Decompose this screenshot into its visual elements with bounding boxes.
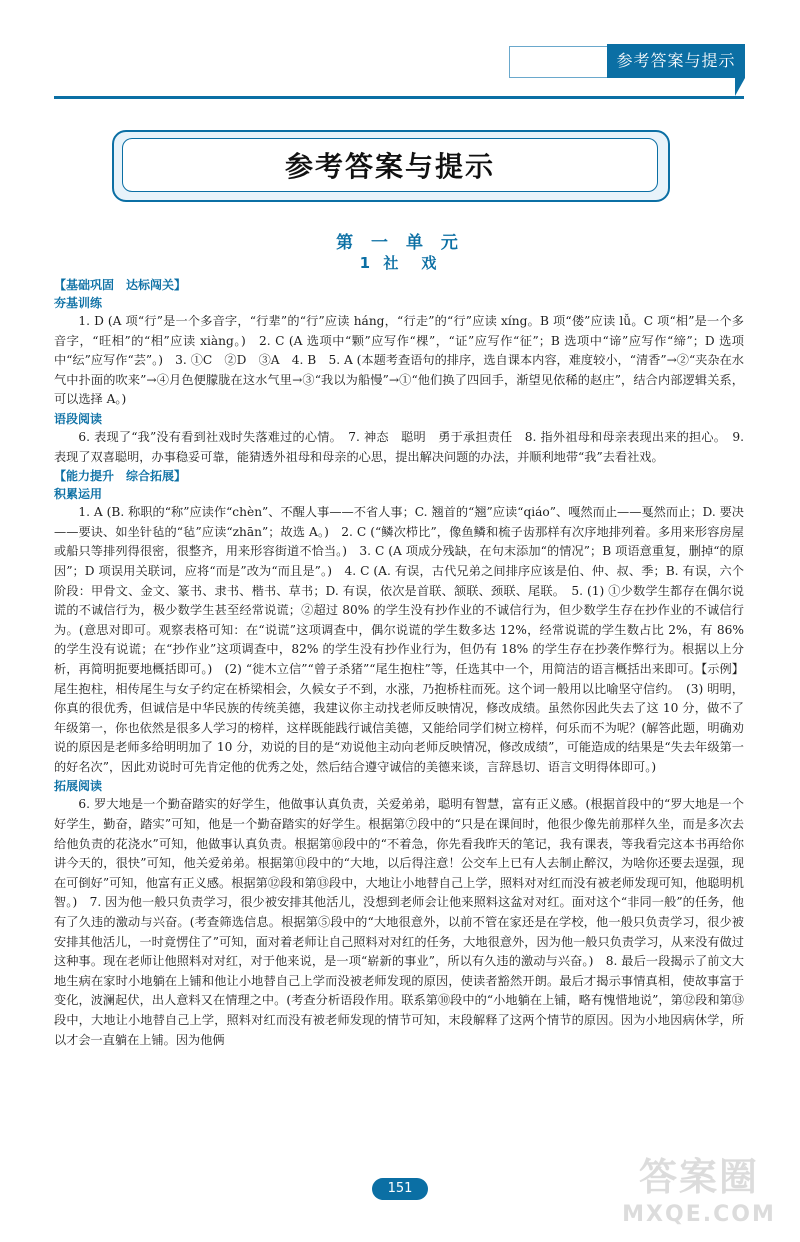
header-notch	[735, 78, 745, 96]
answer-paragraph: 1. D (A 项“行”是一个多音字，“行辈”的“行”应读 háng，“行走”的“行”应读 xíng。B 项“偻”应读 lǚ。C 项“相”是一个多音字，“旺相”的“相”应读 xiàng。) 2. C (A 选项中“颗”应写作“棵”，“证”应写作“征”；B 选项中“谛”应写作“缔”；D 选项中“纭”应写作“芸”。) 3. ①C ②D ③A 4. B 5. A (本题考查语句的排序，选自课本内容，难度较小，“清香”→②“夹杂在水气中扑面的吹来”→④月色便朦胧在这水气里→③“我以为船慢”→①“他们换了四回手，渐望见依稀的赵庄”，结合内部逻辑关系，可以选择 A。)	[54, 314, 744, 407]
subsection-training: 夯基训练	[54, 296, 103, 310]
subsection-extended-reading: 拓展阅读	[54, 779, 103, 794]
lesson-heading: 1 社 戏	[359, 254, 441, 272]
subsection-accumulation: 积累运用	[54, 487, 103, 502]
answer-paragraph: 1. A (B. 称职的“称”应读作“chèn”、不醒人事——不省人事；C. 翘首的“翘”应读“qiáo”、嘎然而止——戛然而止；D. 要决——要诀、如坐针毡的“毡”应读“zhān”；故选 A。) 2. C (“鳞次栉比”，像鱼鳞和梳子齿那样有次序地排列着。多用来形容房屋或船只等排列得很密，很整齐，用来形容街道不恰当。) 3. C (A 项成分残缺，在句末添加“的情况”；B 项语意重复，删掉“的原因”；D 项误用关联词，应将“而是”改为“而且是”。) 4. C (A. 有误，古代兄弟之间排序应该是伯、仲、叔、季；B. 有误，六个阶段：甲骨文、金文、篆书、隶书、楷书、草书；D. 有误，依次是首联、颔联、颈联、尾联。 5. (1) ①少数学生都存在偶尔说谎的不诚信行为，极少数学生甚至经常说谎；②超过 80% 的学生没有抄作业的不诚信行为，但少数学生存在抄作业的不诚信行为。(意思对即可。观察表格可知：在“说谎”这项调查中，偶尔说谎的学生数多达 12%，经常说谎的学生数占比 2%，有 86% 的学生没有说谎；在“抄作业”这项调查中，82% 的学生没有抄作业行为，但仍有 18% 的学生存在抄袭作弊行为。根据以上分析，再简明扼要地概括即可。) (2) “徙木立信”“曾子杀猪”“尾生抱柱”等，任选其中一个，用简洁的语言概括出来即可。【示例】尾生抱柱，相传尾生与女子约定在桥梁相会，久候女子不到，水涨，乃抱桥柱而死。这个词一般用以比喻坚守信约。 (3) 明明，你真的很优秀，但诚信是中华民族的传统美德，我建议你主动找老师反映情况，修改成绩。虽然你因此失去了这 10 分，做不了年级第一，你也依然是很多人学习的榜样，这样既能践行诚信美德，又能给同学们树立榜样，何乐而不为呢？(解答此题，明确劝说的原因是老师多给明明加了 10 分，劝说的目的是“劝说他主动向老师反映情况，修改成绩”，可能造成的结果是“失去年级第一的好名次”，因此劝说时可先肯定他的优秀之处，然后结合遵守诚信的美德来谈，言辞恳切、语言文明得体即可。)	[54, 505, 744, 774]
answer-content	[54, 276, 744, 1050]
watermark-logo	[610, 1152, 788, 1234]
watermark-text: 答案圈	[638, 1155, 759, 1199]
title-box	[122, 138, 658, 192]
page-title: 参考答案与提示	[284, 150, 495, 183]
header-tab: 参考答案与提示	[607, 44, 745, 78]
page-number: 151	[372, 1178, 428, 1200]
answer-paragraph: 6. 罗大地是一个勤奋踏实的好学生，他做事认真负责，关爱弟弟，聪明有智慧，富有正义感。(根据首段中的“罗大地是一个好学生，勤奋，踏实”可知，他是一个勤奋踏实的好学生。根据第⑦段中的“只是在课间时，他很少像先前那样久坐，而是多次去给他负责的花浇水”可知，他做事认真负责。根据第⑩段中的“不着急，你先看我昨天的笔记，我有课表，等我看完这本书再给你讲今天的，很快”可知，他关爱弟弟。根据第⑪段中的“大地，以后得注意！公交车上已有人去制止醉汉，为啥你还要去逞强，现在可倒好”可知，他富有正义感。根据第⑫段和第⑬段中，大地让小地替自己上学，照料对对红而没有被老师发现可知，他聪明机智。) 7. 因为他一般只负责学习，很少被安排其他活儿，没想到老师会让他来照料这盆对对红。面对这个“非同一般”的任务，他有了久违的激动与兴奋。(考查筛选信息。根据第⑤段中的“大地很意外，以前不管在家还是在学校，他一般只负责学习，很少被安排其他活儿，一时竟愣住了”可知，面对着老师让自己照料对对红的任务，大地很意外，因为他一般只负责学习，从来没有做过这种事。现在老师让他照料对对红，对于他来说，是一项“崭新的事业”，所以有久违的激动与兴奋。) 8. 最后一段揭示了前文大地生病在家时小地躺在上铺和他让小地替自己上学而没被老师发现的原因，使读者豁然开朗。最后才揭示事情真相，使故事富于变化，波澜起伏，出人意料又在情理之中。(考查分析语段作用。联系第⑩段中的“小地躺在上铺，略有愧惜地说”，第⑫段和第⑬段中，大地让小地替自己上学，照料对红而没有被老师发现的情节可知，末段解释了这两个情节的原因。因为小地因病休学，所以才会一直躺在上铺。因为他俩	[54, 797, 744, 1047]
header-blank-box	[509, 46, 608, 78]
watermark-url: MXQE.COM	[622, 1202, 776, 1227]
answer-paragraph: 6. 表现了“我”没有看到社戏时失落难过的心情。 7. 神态 聪明 勇于承担责任 8. 指外祖母和母亲表现出来的担心。 9. 表现了双喜聪明，办事稳妥可靠，能猜透外祖母和母亲的心思，提出解决问题的办法，并顺利地带“我”去看社戏。	[54, 429, 744, 464]
unit-heading: 第 一 单 元	[336, 233, 464, 253]
section-ability: 【能力提升 综合拓展】	[54, 469, 187, 484]
header-rule	[54, 96, 744, 99]
subsection-reading: 语段阅读	[54, 411, 103, 426]
section-basic: 【基础巩固 达标闯关】	[54, 278, 187, 292]
